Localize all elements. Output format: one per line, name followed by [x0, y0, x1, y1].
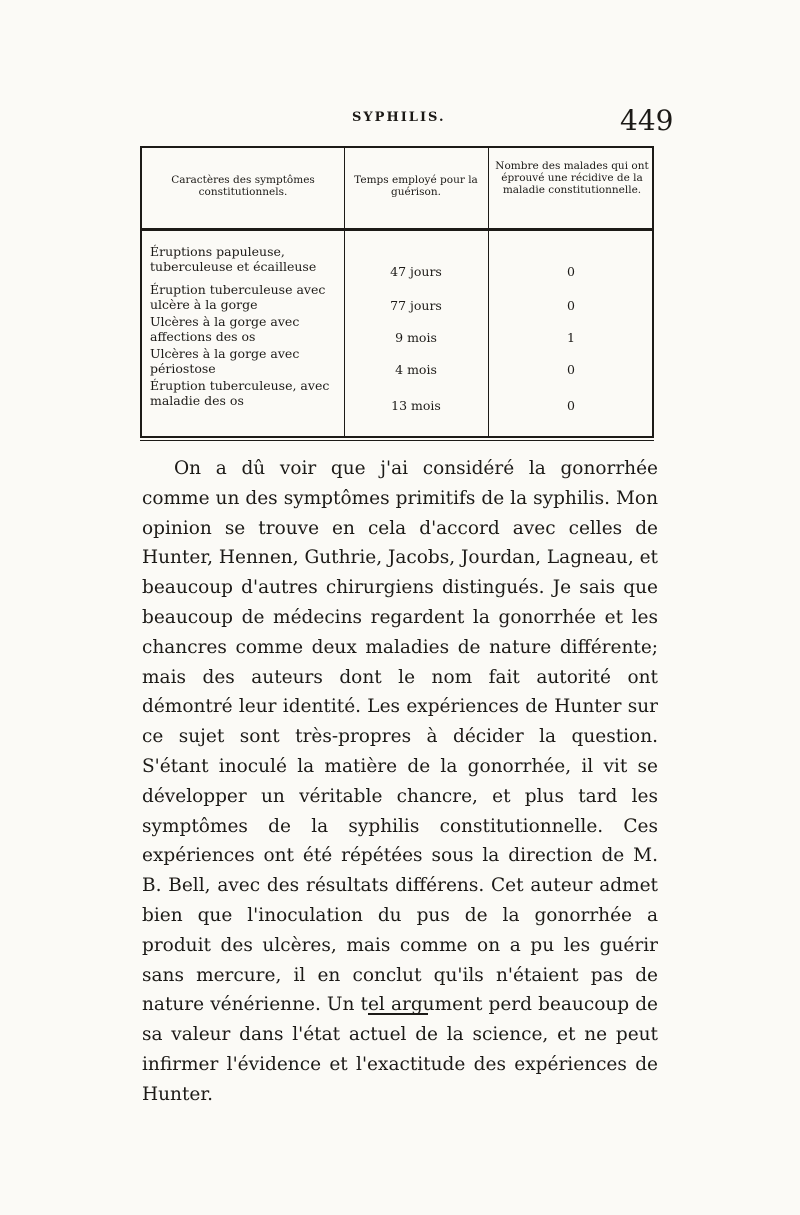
table-row-symptom: Éruption tuberculeuse, avec maladie des os [150, 378, 330, 408]
table-row-symptom: Éruptions papuleuse, tuberculeuse et écailleuse [150, 244, 317, 274]
table-row-symptom: Éruption tuberculeuse avec ulcère à la gorge [150, 282, 326, 312]
table-row-count: 0 [567, 298, 575, 313]
table-bottom-rule [140, 440, 654, 441]
results-table [140, 146, 654, 438]
table-row-symptom: Ulcères à la gorge avec affections des os [150, 314, 300, 344]
table-row-time: 9 mois [395, 330, 437, 345]
table-row-time: 13 mois [391, 398, 441, 413]
header-rule [142, 228, 652, 231]
column-header-time: Temps employé pour la guérison. [354, 174, 478, 198]
table-row-count: 1 [567, 330, 575, 345]
table-row-count: 0 [567, 398, 575, 413]
table-row-time: 47 jours [390, 264, 442, 279]
page-number: 449 [620, 104, 674, 137]
table-row-time: 4 mois [395, 362, 437, 377]
table-row-count: 0 [567, 264, 575, 279]
running-title: SYPHILIS. [352, 110, 446, 125]
table-row-count: 0 [567, 362, 575, 377]
closing-rule [368, 1013, 428, 1015]
column-header-symptoms: Caractères des symptômes constitutionnels. [171, 174, 315, 198]
column-divider [344, 148, 345, 436]
table-row-time: 77 jours [390, 298, 442, 313]
body-paragraph [142, 454, 658, 1110]
running-header [0, 104, 800, 144]
table-row-symptom: Ulcères à la gorge avec périostose [150, 346, 300, 376]
body-text: On a dû voir que j'ai considéré la gonorrhée comme un des symptômes primitifs de la syphilis. Mon opinion se trouve en cela d'accord avec celles de Hunter, Hennen, Guthrie, Jacobs, Jourdan, Lagneau, et beaucoup d'autres chirurgiens distingués. Je sais que beaucoup de médecins regardent la gonorrhée et les chancres comme deux maladies de nature différente; mais des auteurs dont le nom fait autorité ont démontré leur identité. Les expériences de Hunter sur ce sujet sont très-propres à décider la question. S'étant inoculé la matière de la gonorrhée, il vit se développer un véritable chancre, et plus tard les symptômes de la syphilis constitutionnelle. Ces expériences ont été répétées sous la direction de M. B. Bell, avec des résultats différens. Cet auteur admet bien que l'inoculation du pus de la gonorrhée a produit des ulcères, mais comme on a pu les guérir sans mercure, il en conclut qu'ils n'étaient pas de nature vénérienne. Un tel argument perd beaucoup de sa valeur dans l'état actuel de la science, et ne peut infirmer l'évidence et l'exactitude des expériences de Hunter. [142, 458, 658, 1105]
column-divider [488, 148, 489, 436]
column-header-recurrence: Nombre des malades qui ont éprouvé une récidive de la maladie constitutionnelle. [495, 160, 649, 196]
